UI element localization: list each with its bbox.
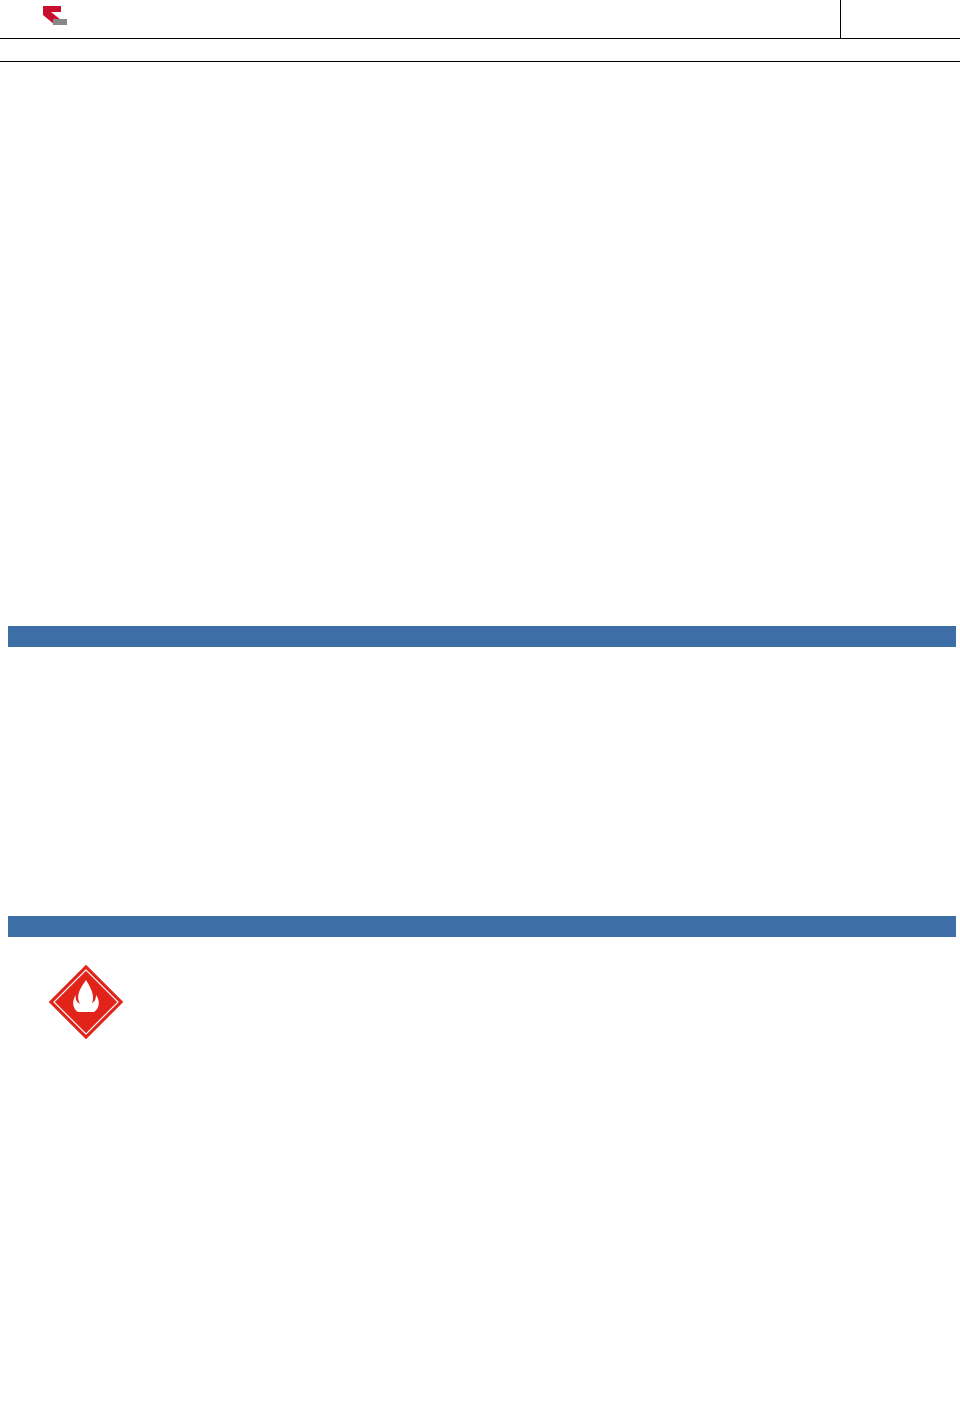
- section-13-banner: [8, 626, 956, 647]
- classification-block: [136, 978, 896, 998]
- page-header: [0, 0, 960, 60]
- secura-logo: [37, 3, 77, 37]
- section-14-banner: [8, 916, 956, 937]
- header-rule: [0, 38, 960, 39]
- flammable-liquid-label-icon: [46, 962, 126, 1042]
- header-divider: [840, 0, 841, 38]
- header-rule-bottom: [0, 61, 960, 62]
